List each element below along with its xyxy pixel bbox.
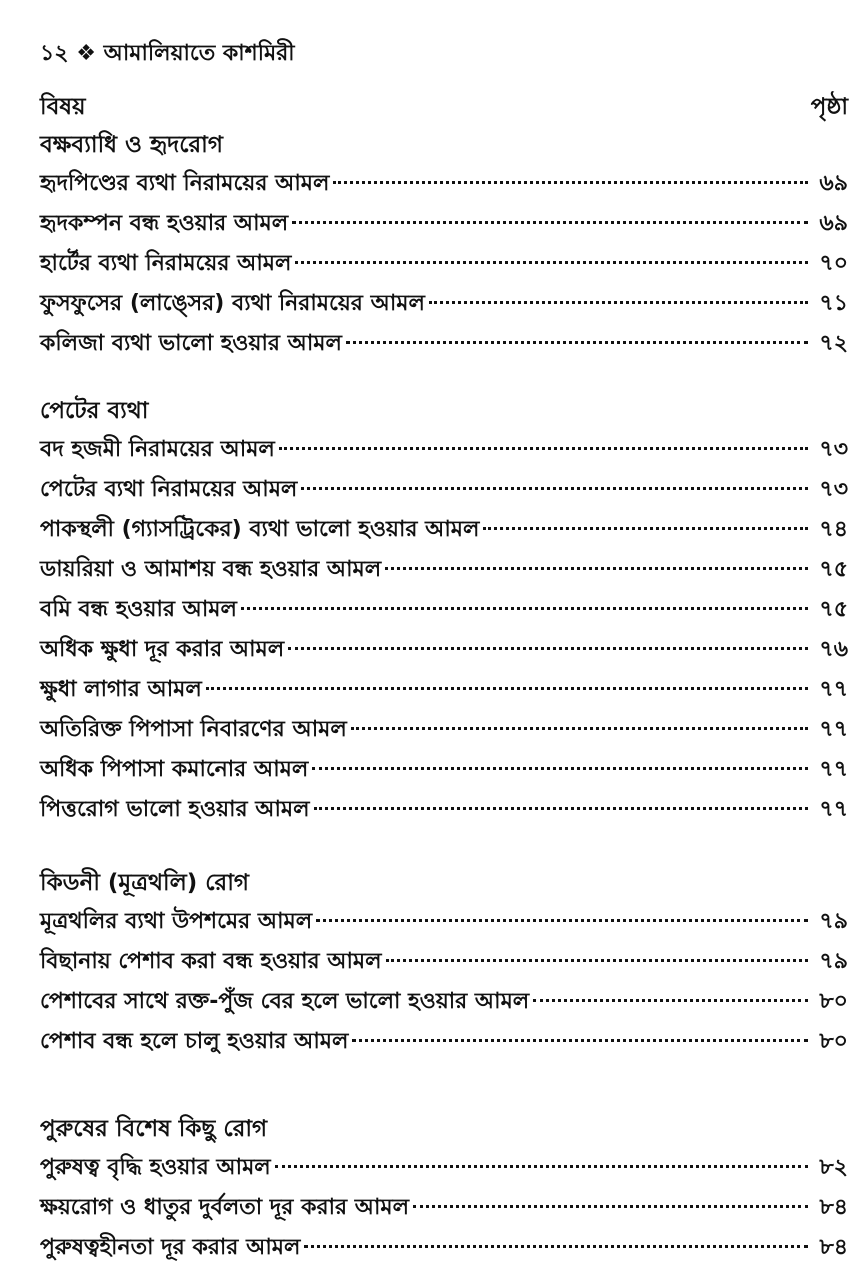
dot-leader bbox=[333, 181, 808, 184]
entry-page: ৭৭ bbox=[819, 757, 848, 782]
dot-leader bbox=[346, 341, 808, 344]
dot-leader bbox=[241, 607, 808, 610]
toc-entry bbox=[40, 1022, 848, 1062]
entry-page: ৬৯ bbox=[819, 171, 848, 196]
entry-title: ক্ষয়রোগ ও ধাতুর দুর্বলতা দূর করার আমল bbox=[40, 1195, 409, 1220]
entry-page: ৭৭ bbox=[819, 677, 848, 702]
toc-entry bbox=[40, 244, 848, 284]
toc-section bbox=[40, 864, 848, 1062]
entry-title: হৃদপিণ্ডের ব্যথা নিরাময়ের আমল bbox=[40, 171, 330, 196]
entry-title: পেশাব বন্ধ হলে চালু হওয়ার আমল bbox=[40, 1029, 349, 1054]
entry-page: ৭৪ bbox=[819, 517, 848, 542]
toc-entry bbox=[40, 982, 848, 1022]
entry-title: বিছানায় পেশাব করা বন্ধ হওয়ার আমল bbox=[40, 949, 382, 974]
subject-column-header: বিষয় bbox=[40, 94, 86, 120]
toc-entry bbox=[40, 710, 848, 750]
entry-title: অধিক ক্ষুধা দূর করার আমল bbox=[40, 637, 285, 662]
entry-title: হার্টের ব্যথা নিরাময়ের আমল bbox=[40, 251, 292, 276]
toc-entry bbox=[40, 204, 848, 244]
entry-page: ৭৫ bbox=[819, 597, 848, 622]
toc-entry bbox=[40, 750, 848, 790]
dot-leader bbox=[386, 959, 808, 962]
dot-leader bbox=[316, 919, 808, 922]
dot-leader bbox=[275, 1165, 808, 1168]
toc-entry bbox=[40, 630, 848, 670]
entry-title: পেটের ব্যথা নিরাময়ের আমল bbox=[40, 477, 298, 502]
dot-leader bbox=[314, 807, 808, 810]
dot-leader bbox=[385, 567, 808, 570]
toc-section bbox=[40, 392, 848, 830]
entry-title: পুরুষত্ব বৃদ্ধি হওয়ার আমল bbox=[40, 1155, 271, 1180]
dot-leader bbox=[483, 527, 808, 530]
dot-leader bbox=[295, 261, 808, 264]
entry-title: হৃদকম্পন বন্ধ হওয়ার আমল bbox=[40, 211, 289, 236]
entry-page: ৭৫ bbox=[819, 557, 848, 582]
entry-title: কলিজা ব্যথা ভালো হওয়ার আমল bbox=[40, 331, 342, 356]
entry-page: ৭৯ bbox=[819, 949, 848, 974]
dot-leader bbox=[304, 1245, 808, 1248]
entry-page: ৭৩ bbox=[819, 437, 848, 462]
dot-leader bbox=[279, 447, 808, 450]
entry-page: ৮০ bbox=[819, 1029, 848, 1054]
entry-title: পাকস্থলী (গ্যাসট্রিকের) ব্যথা ভালো হওয়ার আমল bbox=[40, 517, 480, 542]
entry-title: ডায়রিয়া ও আমাশয় বন্ধ হওয়ার আমল bbox=[40, 557, 382, 582]
entry-title: বদ হজমী নিরাময়ের আমল bbox=[40, 437, 275, 462]
page-column-header: পৃষ্ঠা bbox=[810, 94, 848, 120]
dot-leader bbox=[288, 647, 808, 650]
entry-page: ৮২ bbox=[819, 1155, 848, 1180]
dot-leader bbox=[352, 1039, 808, 1042]
entry-page: ৮৪ bbox=[819, 1195, 848, 1220]
entry-title: অধিক পিপাসা কমানোর আমল bbox=[40, 757, 309, 782]
toc-entry bbox=[40, 790, 848, 830]
entry-page: ৭২ bbox=[819, 331, 848, 356]
entry-page: ৭১ bbox=[819, 291, 848, 316]
entry-page: ৬৯ bbox=[819, 211, 848, 236]
dot-leader bbox=[413, 1205, 808, 1208]
toc-entry bbox=[40, 590, 848, 630]
entry-title: মূত্রথলির ব্যথা উপশমের আমল bbox=[40, 909, 313, 934]
toc-entry bbox=[40, 1188, 848, 1228]
toc-entry bbox=[40, 510, 848, 550]
entry-page: ৭৯ bbox=[819, 909, 848, 934]
toc-entry bbox=[40, 164, 848, 204]
entry-page: ৮০ bbox=[819, 989, 848, 1014]
entry-title: ক্ষুধা লাগার আমল bbox=[40, 677, 202, 702]
dot-leader bbox=[351, 727, 808, 730]
entry-title: বমি বন্ধ হওয়ার আমল bbox=[40, 597, 237, 622]
toc-entry bbox=[40, 670, 848, 710]
dot-leader bbox=[292, 221, 808, 224]
entry-title: ফুসফুসের (লাঙ্সের) ব্যথা নিরাময়ের আমল bbox=[40, 291, 425, 316]
section-title: বক্ষব্যাধি ও হৃদরোগ bbox=[40, 132, 223, 158]
dot-leader bbox=[533, 999, 808, 1002]
entry-page: ৭৭ bbox=[819, 717, 848, 742]
dot-leader bbox=[206, 687, 808, 690]
toc-entry bbox=[40, 470, 848, 510]
section-title: পেটের ব্যথা bbox=[40, 398, 149, 424]
entry-page: ৭৭ bbox=[819, 797, 848, 822]
toc-entry bbox=[40, 1228, 848, 1268]
entry-title: অতিরিক্ত পিপাসা নিবারণের আমল bbox=[40, 717, 347, 742]
toc-entry bbox=[40, 324, 848, 364]
section-title: কিডনী (মূত্রথলি) রোগ bbox=[40, 870, 249, 896]
dot-leader bbox=[312, 767, 808, 770]
entry-title: পেশাবের সাথে রক্ত-পুঁজ বের হলে ভালো হওয়ার আমল bbox=[40, 989, 530, 1014]
dot-leader bbox=[301, 487, 808, 490]
dot-leader bbox=[429, 301, 808, 304]
toc-entry bbox=[40, 942, 848, 982]
entry-title: পুরুষত্বহীনতা দূর করার আমল bbox=[40, 1235, 301, 1260]
toc-entry bbox=[40, 902, 848, 942]
section-title: পুরুষের বিশেষ কিছু রোগ bbox=[40, 1116, 268, 1142]
toc-entry bbox=[40, 430, 848, 470]
toc-section bbox=[40, 126, 848, 364]
entry-page: ৮৪ bbox=[819, 1235, 848, 1260]
toc-entry bbox=[40, 284, 848, 324]
toc-entry bbox=[40, 1148, 848, 1188]
entry-page: ৭৬ bbox=[819, 637, 848, 662]
toc-entry bbox=[40, 550, 848, 590]
entry-page: ৭৩ bbox=[819, 477, 848, 502]
entry-title: পিত্তরোগ ভালো হওয়ার আমল bbox=[40, 797, 310, 822]
running-head: ১২ ❖ আমালিয়াতে কাশমিরী bbox=[40, 41, 295, 66]
toc-section bbox=[40, 1110, 848, 1268]
entry-page: ৭০ bbox=[819, 251, 848, 276]
